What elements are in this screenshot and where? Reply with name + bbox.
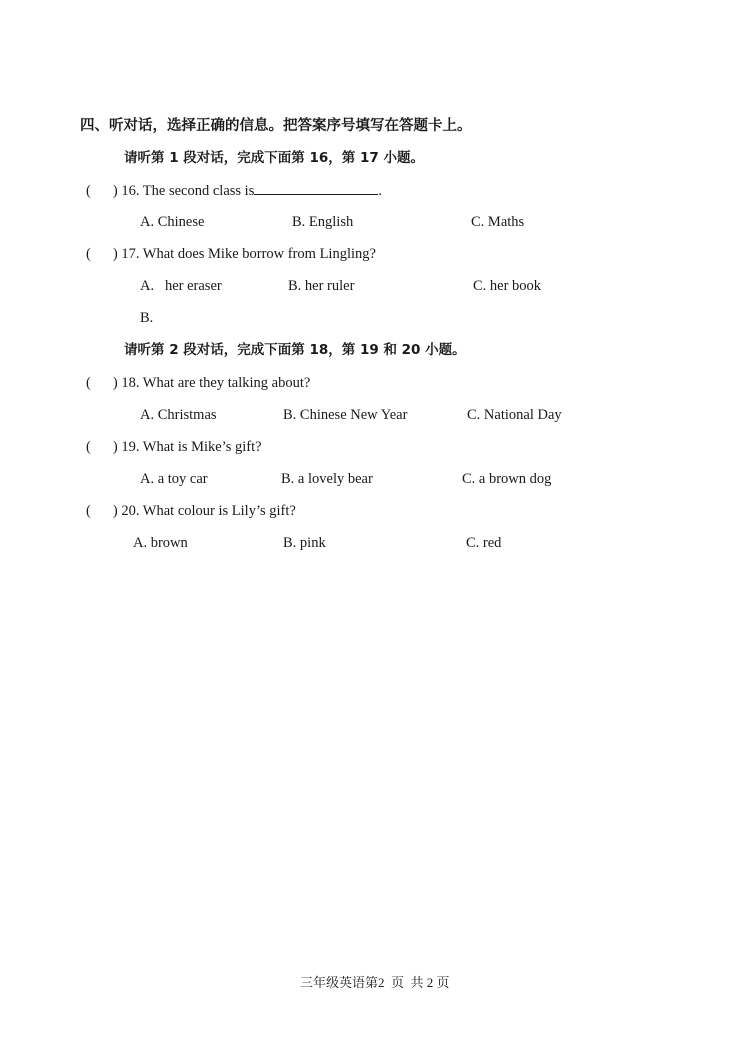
question-18 — [86, 374, 310, 392]
option-17-b: B. her ruler — [288, 278, 355, 294]
option-17-c: C. her book — [473, 278, 542, 294]
question-17 — [86, 245, 376, 263]
option-18-a: A. Christmas — [140, 407, 217, 423]
option-19-a: A. a toy car — [140, 471, 208, 487]
answer-paren-close: ) — [112, 503, 118, 519]
option-19-b: B. a lovely bear — [281, 471, 373, 487]
answer-paren-open: ( — [86, 439, 91, 455]
option-20-b: B. pink — [283, 535, 326, 551]
question-text: 20. What colour is Lily’s gift? — [121, 503, 296, 519]
blank-suffix: . — [378, 183, 382, 199]
option-16-c: C. Maths — [471, 214, 525, 230]
question-text: 19. What is Mike’s gift? — [121, 439, 262, 455]
dialogue-2-instruction: 请听第 2 段对话，完成下面第 18，第 19 和 20 小题。 — [124, 342, 466, 358]
option-16-a: A. Chinese — [140, 214, 205, 230]
answer-paren-close: ) — [112, 375, 118, 391]
answer-paren-close: ) — [112, 183, 118, 199]
option-19-c: C. a brown dog — [462, 471, 552, 487]
option-16-b: B. English — [292, 214, 354, 230]
answer-paren-open: ( — [86, 183, 91, 199]
option-18-b: B. Chinese New Year — [283, 407, 408, 423]
option-17-a: A. her eraser — [140, 278, 222, 294]
answer-paren-open: ( — [86, 375, 91, 391]
option-18-c: C. National Day — [467, 407, 562, 423]
answer-paren-close: ) — [112, 246, 118, 262]
question-20 — [86, 502, 296, 520]
question-16 — [86, 181, 382, 200]
fill-in-blank — [254, 181, 378, 195]
answer-paren-open: ( — [86, 503, 91, 519]
section-heading: 四、听对话，选择正确的信息。把答案序号填写在答题卡上。 — [80, 118, 472, 134]
option-20-c: C. red — [466, 535, 502, 551]
question-19 — [86, 438, 262, 456]
option-17-extra: B. — [140, 310, 154, 326]
answer-paren-close: ) — [112, 439, 118, 455]
answer-paren-open: ( — [86, 246, 91, 262]
question-text: 17. What does Mike borrow from Lingling? — [121, 246, 376, 262]
dialogue-1-instruction: 请听第 1 段对话，完成下面第 16，第 17 小题。 — [124, 150, 424, 166]
question-text: 16. The second class is — [121, 183, 255, 199]
page-footer: 三年级英语第2 页 共 2 页 — [300, 975, 450, 990]
question-text: 18. What are they talking about? — [121, 375, 311, 391]
option-20-a: A. brown — [133, 535, 188, 551]
